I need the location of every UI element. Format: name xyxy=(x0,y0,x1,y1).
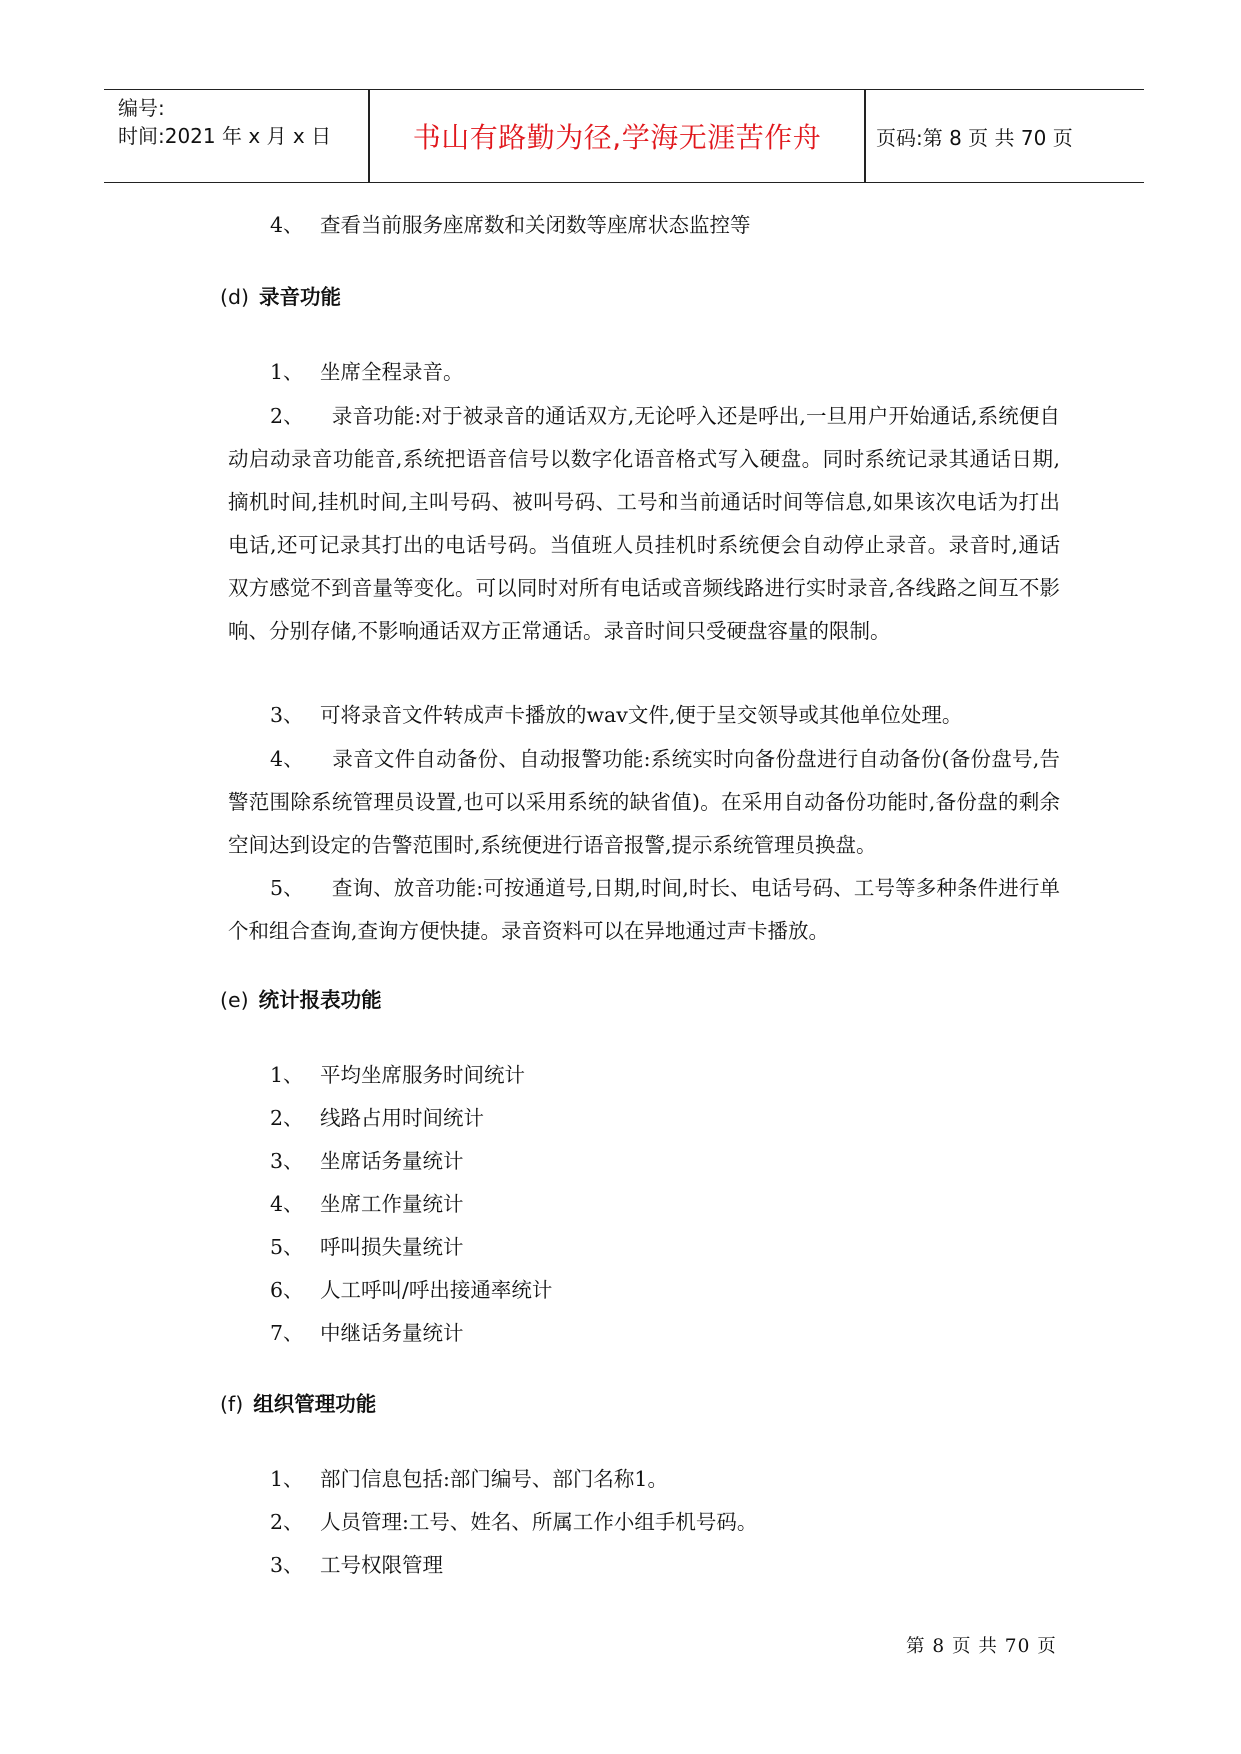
item-text: 录音文件自动备份、自动报警功能:系统实时向备份盘进行自动备份(备份盘号,告警范围除系统管理员设置,也可以采用系统的缺省值)。在采用自动备份功能时,备份盘的剩余空间达到设定的告警范围时,系统便进行语音报警,提示系统管理员换盘。 xyxy=(228,747,1060,857)
item-number: 1、 xyxy=(270,360,304,384)
item-number: 1、 xyxy=(270,1467,304,1491)
item-text: 人员管理:工号、姓名、所属工作小组手机号码。 xyxy=(320,1510,758,1534)
item-number: 7、 xyxy=(270,1321,304,1345)
item-number: 1、 xyxy=(270,1063,304,1087)
section-heading-f xyxy=(220,1389,376,1419)
header-page-info: 页码:第 8 页 共 70 页 xyxy=(876,125,1073,150)
section-title: 录音功能 xyxy=(259,285,342,309)
item-number: 2、 xyxy=(270,1106,304,1130)
item-text: 可将录音文件转成声卡播放的wav文件,便于呈交领导或其他单位处理。 xyxy=(320,703,963,727)
item-text: 查看当前服务座席数和关闭数等座席状态监控等 xyxy=(320,213,751,237)
item-text: 坐席全程录音。 xyxy=(320,360,464,384)
section-heading-d xyxy=(220,282,341,312)
item-number: 5、 xyxy=(270,876,304,900)
section-marker: (e) xyxy=(220,988,249,1012)
item-number: 2、 xyxy=(270,404,304,428)
item-number: 6、 xyxy=(270,1278,304,1302)
item-number: 3、 xyxy=(270,703,304,727)
item-number: 5、 xyxy=(270,1235,304,1259)
item-text: 工号权限管理 xyxy=(320,1553,443,1577)
section-marker: (f) xyxy=(220,1392,244,1416)
item-text: 查询、放音功能:可按通道号,日期,时间,时长、电话号码、工号等多种条件进行单个和组合查询,查询方便快捷。录音资料可以在异地通过声卡播放。 xyxy=(228,876,1060,943)
item-text: 坐席工作量统计 xyxy=(320,1192,464,1216)
item-text: 部门信息包括:部门编号、部门名称1。 xyxy=(320,1467,668,1491)
section-heading-e xyxy=(220,985,382,1015)
paragraph-recording xyxy=(228,395,1060,653)
paragraph-query xyxy=(228,867,1060,953)
item-number: 3、 xyxy=(270,1553,304,1577)
item-number: 4、 xyxy=(270,1192,304,1216)
serial-label: 编号: xyxy=(118,96,165,120)
item-text: 线路占用时间统计 xyxy=(320,1106,484,1130)
paragraph-backup xyxy=(228,738,1060,867)
item-number: 2、 xyxy=(270,1510,304,1534)
item-number: 3、 xyxy=(270,1149,304,1173)
item-text: 呼叫损失量统计 xyxy=(320,1235,464,1259)
item-text: 坐席话务量统计 xyxy=(320,1149,464,1173)
item-text: 平均坐席服务时间统计 xyxy=(320,1063,525,1087)
section-title: 组织管理功能 xyxy=(253,1392,377,1416)
section-marker: (d) xyxy=(220,285,250,309)
time-label: 时间:2021 年 x 月 x 日 xyxy=(118,124,332,148)
item-text: 中继话务量统计 xyxy=(320,1321,464,1345)
item-number: 4、 xyxy=(270,213,304,237)
item-text: 录音功能:对于被录音的通话双方,无论呼入还是呼出,一旦用户开始通话,系统便自动启动录音功能音,系统把语音信号以数字化语音格式写入硬盘。同时系统记录其通话日期,摘机时间,挂机时间,主叫号码、被叫号码、工号和当前通话时间等信息,如果该次电话为打出电话,还可记录其打出的电话号码。当值班人员挂机时系统便会自动停止录音。录音时,通话双方感觉不到音量等变化。可以同时对所有电话或音频线路进行实时录音,各线路之间互不影响、分别存储,不影响通话双方正常通话。录音时间只受硬盘容量的限制。 xyxy=(228,404,1060,643)
header-motto: 书山有路勤为径,学海无涯苦作舟 xyxy=(412,121,822,154)
page-footer: 第 8 页 共 70 页 xyxy=(906,1636,1057,1657)
item-number: 4、 xyxy=(270,747,305,771)
header-meta xyxy=(118,94,331,150)
item-text: 人工呼叫/呼出接通率统计 xyxy=(320,1278,553,1302)
header-divider xyxy=(864,90,866,182)
page-header xyxy=(104,89,1144,183)
section-title: 统计报表功能 xyxy=(258,988,382,1012)
